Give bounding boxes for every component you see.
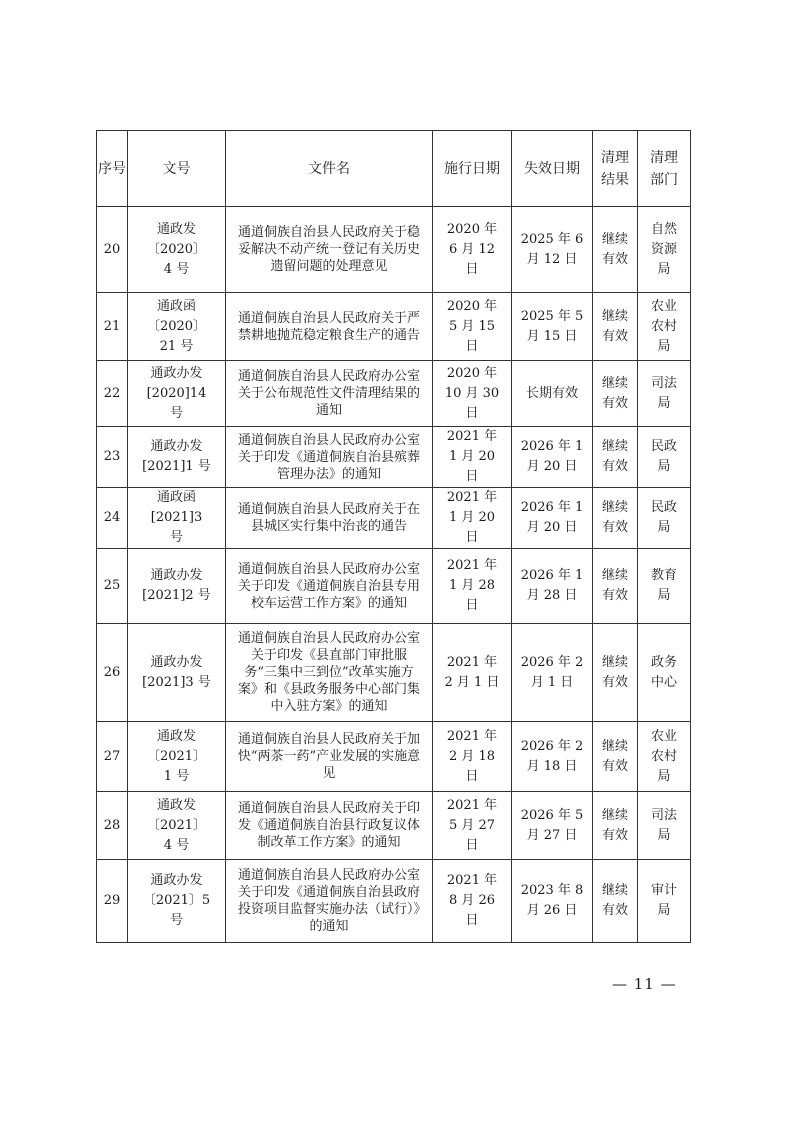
row-effective-date: 2021 年 2 月 1 日: [433, 624, 512, 722]
row-expiry-date: 2026 年 2 月 18 日: [512, 722, 593, 792]
row-effective-date: 2020 年 5 月 15 日: [433, 293, 512, 361]
row-title: 通道侗族自治县人民政府办公室关于印发《通道侗族自治县专用校车运营工作方案》的通知: [226, 549, 433, 624]
row-doc-no: 通政函[2021]3 号: [128, 488, 226, 549]
row-title: 通道侗族自治县人民政府关于加快“两茶一药”产业发展的实施意见: [226, 722, 433, 792]
row-doc-no: 通政发〔2020〕4 号: [128, 207, 226, 293]
row-expiry-date: 2025 年 5 月 15 日: [512, 293, 593, 361]
row-effective-date: 2021 年 1 月 20 日: [433, 427, 512, 488]
row-title: 通道侗族自治县人民政府关于印发《通道侗族自治县行政复议体制改革工作方案》的通知: [226, 792, 433, 860]
row-doc-no: 通政办发[2021]2 号: [128, 549, 226, 624]
row-seq: 24: [97, 488, 128, 549]
row-expiry-date: 2026 年 1 月 20 日: [512, 488, 593, 549]
header-title: 文件名: [226, 131, 433, 207]
row-expiry-date: 2023 年 8 月 26 日: [512, 860, 593, 943]
row-dept: 教育局: [638, 549, 691, 624]
table-row: [97, 624, 691, 722]
row-result: 继续有效: [593, 293, 638, 361]
page-number: — 11 —: [612, 975, 677, 993]
table-row: [97, 792, 691, 860]
row-result: 继续有效: [593, 792, 638, 860]
row-effective-date: 2021 年 1 月 20 日: [433, 488, 512, 549]
row-doc-no: 通政发〔2021〕1 号: [128, 722, 226, 792]
row-seq: 21: [97, 293, 128, 361]
row-title: 通道侗族自治县人民政府办公室关于公布规范性文件清理结果的通知: [226, 361, 433, 427]
row-dept: 政务中心: [638, 624, 691, 722]
row-seq: 23: [97, 427, 128, 488]
row-result: 继续有效: [593, 549, 638, 624]
header-expiry-date: 失效日期: [512, 131, 593, 207]
table-row: [97, 488, 691, 549]
row-title: 通道侗族自治县人民政府办公室关于印发《县直部门审批服务“三集中三到位”改革实施方案》和《县政务服务中心部门集中入驻方案》的通知: [226, 624, 433, 722]
header-seq: 序号: [97, 131, 128, 207]
row-title: 通道侗族自治县人民政府关于稳妥解决不动产统一登记有关历史遗留问题的处理意见: [226, 207, 433, 293]
table-row: [97, 207, 691, 293]
row-doc-no: 通政办发[2020]14 号: [128, 361, 226, 427]
row-result: 继续有效: [593, 722, 638, 792]
row-expiry-date: 2026 年 1 月 20 日: [512, 427, 593, 488]
row-doc-no: 通政函〔2020〕21 号: [128, 293, 226, 361]
table-row: [97, 427, 691, 488]
row-doc-no: 通政办发[2021]3 号: [128, 624, 226, 722]
table-header-row: [97, 131, 691, 207]
row-result: 继续有效: [593, 860, 638, 943]
row-effective-date: 2021 年 5 月 27 日: [433, 792, 512, 860]
row-expiry-date: 2026 年 2 月 1 日: [512, 624, 593, 722]
table-row: [97, 860, 691, 943]
row-seq: 28: [97, 792, 128, 860]
row-dept: 司法局: [638, 361, 691, 427]
row-dept: 自然资源局: [638, 207, 691, 293]
table-row: [97, 361, 691, 427]
row-result: 继续有效: [593, 427, 638, 488]
row-seq: 25: [97, 549, 128, 624]
row-expiry-date: 2026 年 1 月 28 日: [512, 549, 593, 624]
header-effective-date: 施行日期: [433, 131, 512, 207]
row-effective-date: 2020 年 6 月 12 日: [433, 207, 512, 293]
row-seq: 29: [97, 860, 128, 943]
row-seq: 26: [97, 624, 128, 722]
row-effective-date: 2021 年 8 月 26 日: [433, 860, 512, 943]
header-result: 清理结果: [593, 131, 638, 207]
row-title: 通道侗族自治县人民政府关于严禁耕地抛荒稳定粮食生产的通告: [226, 293, 433, 361]
table-row: [97, 293, 691, 361]
row-effective-date: 2021 年 1 月 28 日: [433, 549, 512, 624]
row-expiry-date: 2026 年 5 月 27 日: [512, 792, 593, 860]
row-title: 通道侗族自治县人民政府关于在县城区实行集中治丧的通告: [226, 488, 433, 549]
row-seq: 27: [97, 722, 128, 792]
row-doc-no: 通政办发〔2021〕5 号: [128, 860, 226, 943]
row-dept: 民政局: [638, 488, 691, 549]
row-dept: 民政局: [638, 427, 691, 488]
header-doc-no: 文号: [128, 131, 226, 207]
row-dept: 农业农村局: [638, 293, 691, 361]
row-expiry-date: 2025 年 6 月 12 日: [512, 207, 593, 293]
row-title: 通道侗族自治县人民政府办公室关于印发《通道侗族自治县政府投资项目监督实施办法（试行）》的通知: [226, 860, 433, 943]
table-row: [97, 722, 691, 792]
row-dept: 审计局: [638, 860, 691, 943]
row-doc-no: 通政发〔2021〕4 号: [128, 792, 226, 860]
row-result: 继续有效: [593, 361, 638, 427]
header-dept: 清理部门: [638, 131, 691, 207]
row-dept: 农业农村局: [638, 722, 691, 792]
row-expiry-date: 长期有效: [512, 361, 593, 427]
row-dept: 司法局: [638, 792, 691, 860]
row-result: 继续有效: [593, 207, 638, 293]
row-effective-date: 2021 年 2 月 18 日: [433, 722, 512, 792]
row-title: 通道侗族自治县人民政府办公室关于印发《通道侗族自治县殡葬管理办法》的通知: [226, 427, 433, 488]
row-result: 继续有效: [593, 488, 638, 549]
row-seq: 22: [97, 361, 128, 427]
row-seq: 20: [97, 207, 128, 293]
table-row: [97, 549, 691, 624]
row-effective-date: 2020 年 10 月 30 日: [433, 361, 512, 427]
row-result: 继续有效: [593, 624, 638, 722]
row-doc-no: 通政办发[2021]1 号: [128, 427, 226, 488]
regulation-cleanup-table: [96, 130, 691, 943]
